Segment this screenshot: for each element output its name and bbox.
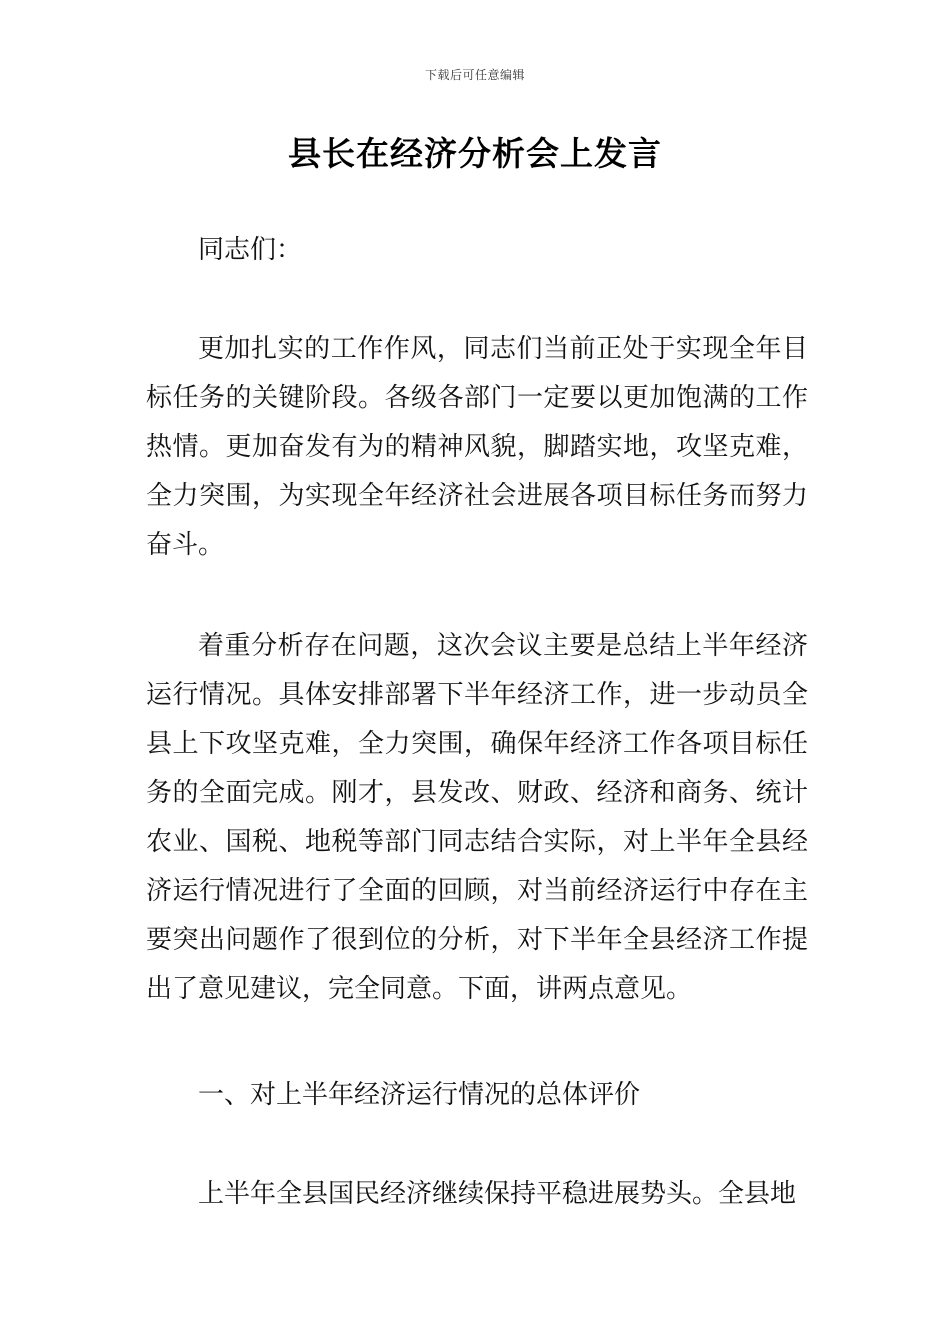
paragraph-3: [146, 1170, 808, 1219]
paragraph-1-text: 更加扎实的工作作风，同志们当前正处于实现全年目标任务的关键阶段。各级各部门一定要以更加饱满的工作热情。更加奋发有为的精神风貌，脚踏实地，攻坚克难，全力突围，为实现全年经济社会进展各项目标任务而努力奋斗。: [146, 334, 808, 560]
section-heading-text: 一、对上半年经济运行情况的总体评价: [198, 1080, 641, 1110]
paragraph-3-text: 上半年全县国民经济继续保持平稳进展势头。全县地: [198, 1179, 797, 1209]
paragraph-2-text: 着重分析存在问题，这次会议主要是总结上半年经济运行情况。具体安排部署下半年经济工作，进一步动员全县上下攻坚克难，全力突围，确保年经济工作各项目标任务的全面完成。刚才，县发改、财政、经济和商务、统计农业、国税、地税等部门同志结合实际，对上半年全县经济运行情况进行了全面的回顾，对当前经济运行中存在主要突出问题作了很到位的分析，对下半年全县经济工作提出了意见建议，完全同意。下面，讲两点意见。: [146, 631, 808, 1004]
header-note: 下载后可任意编辑: [424, 68, 525, 82]
document-title: 县长在经济分析会上发言: [288, 134, 662, 173]
salutation-text: 同志们：: [198, 235, 303, 265]
section-heading: [146, 1071, 808, 1120]
salutation: [146, 226, 808, 275]
paragraph-1: [146, 325, 808, 570]
paragraph-2: [146, 622, 808, 1014]
